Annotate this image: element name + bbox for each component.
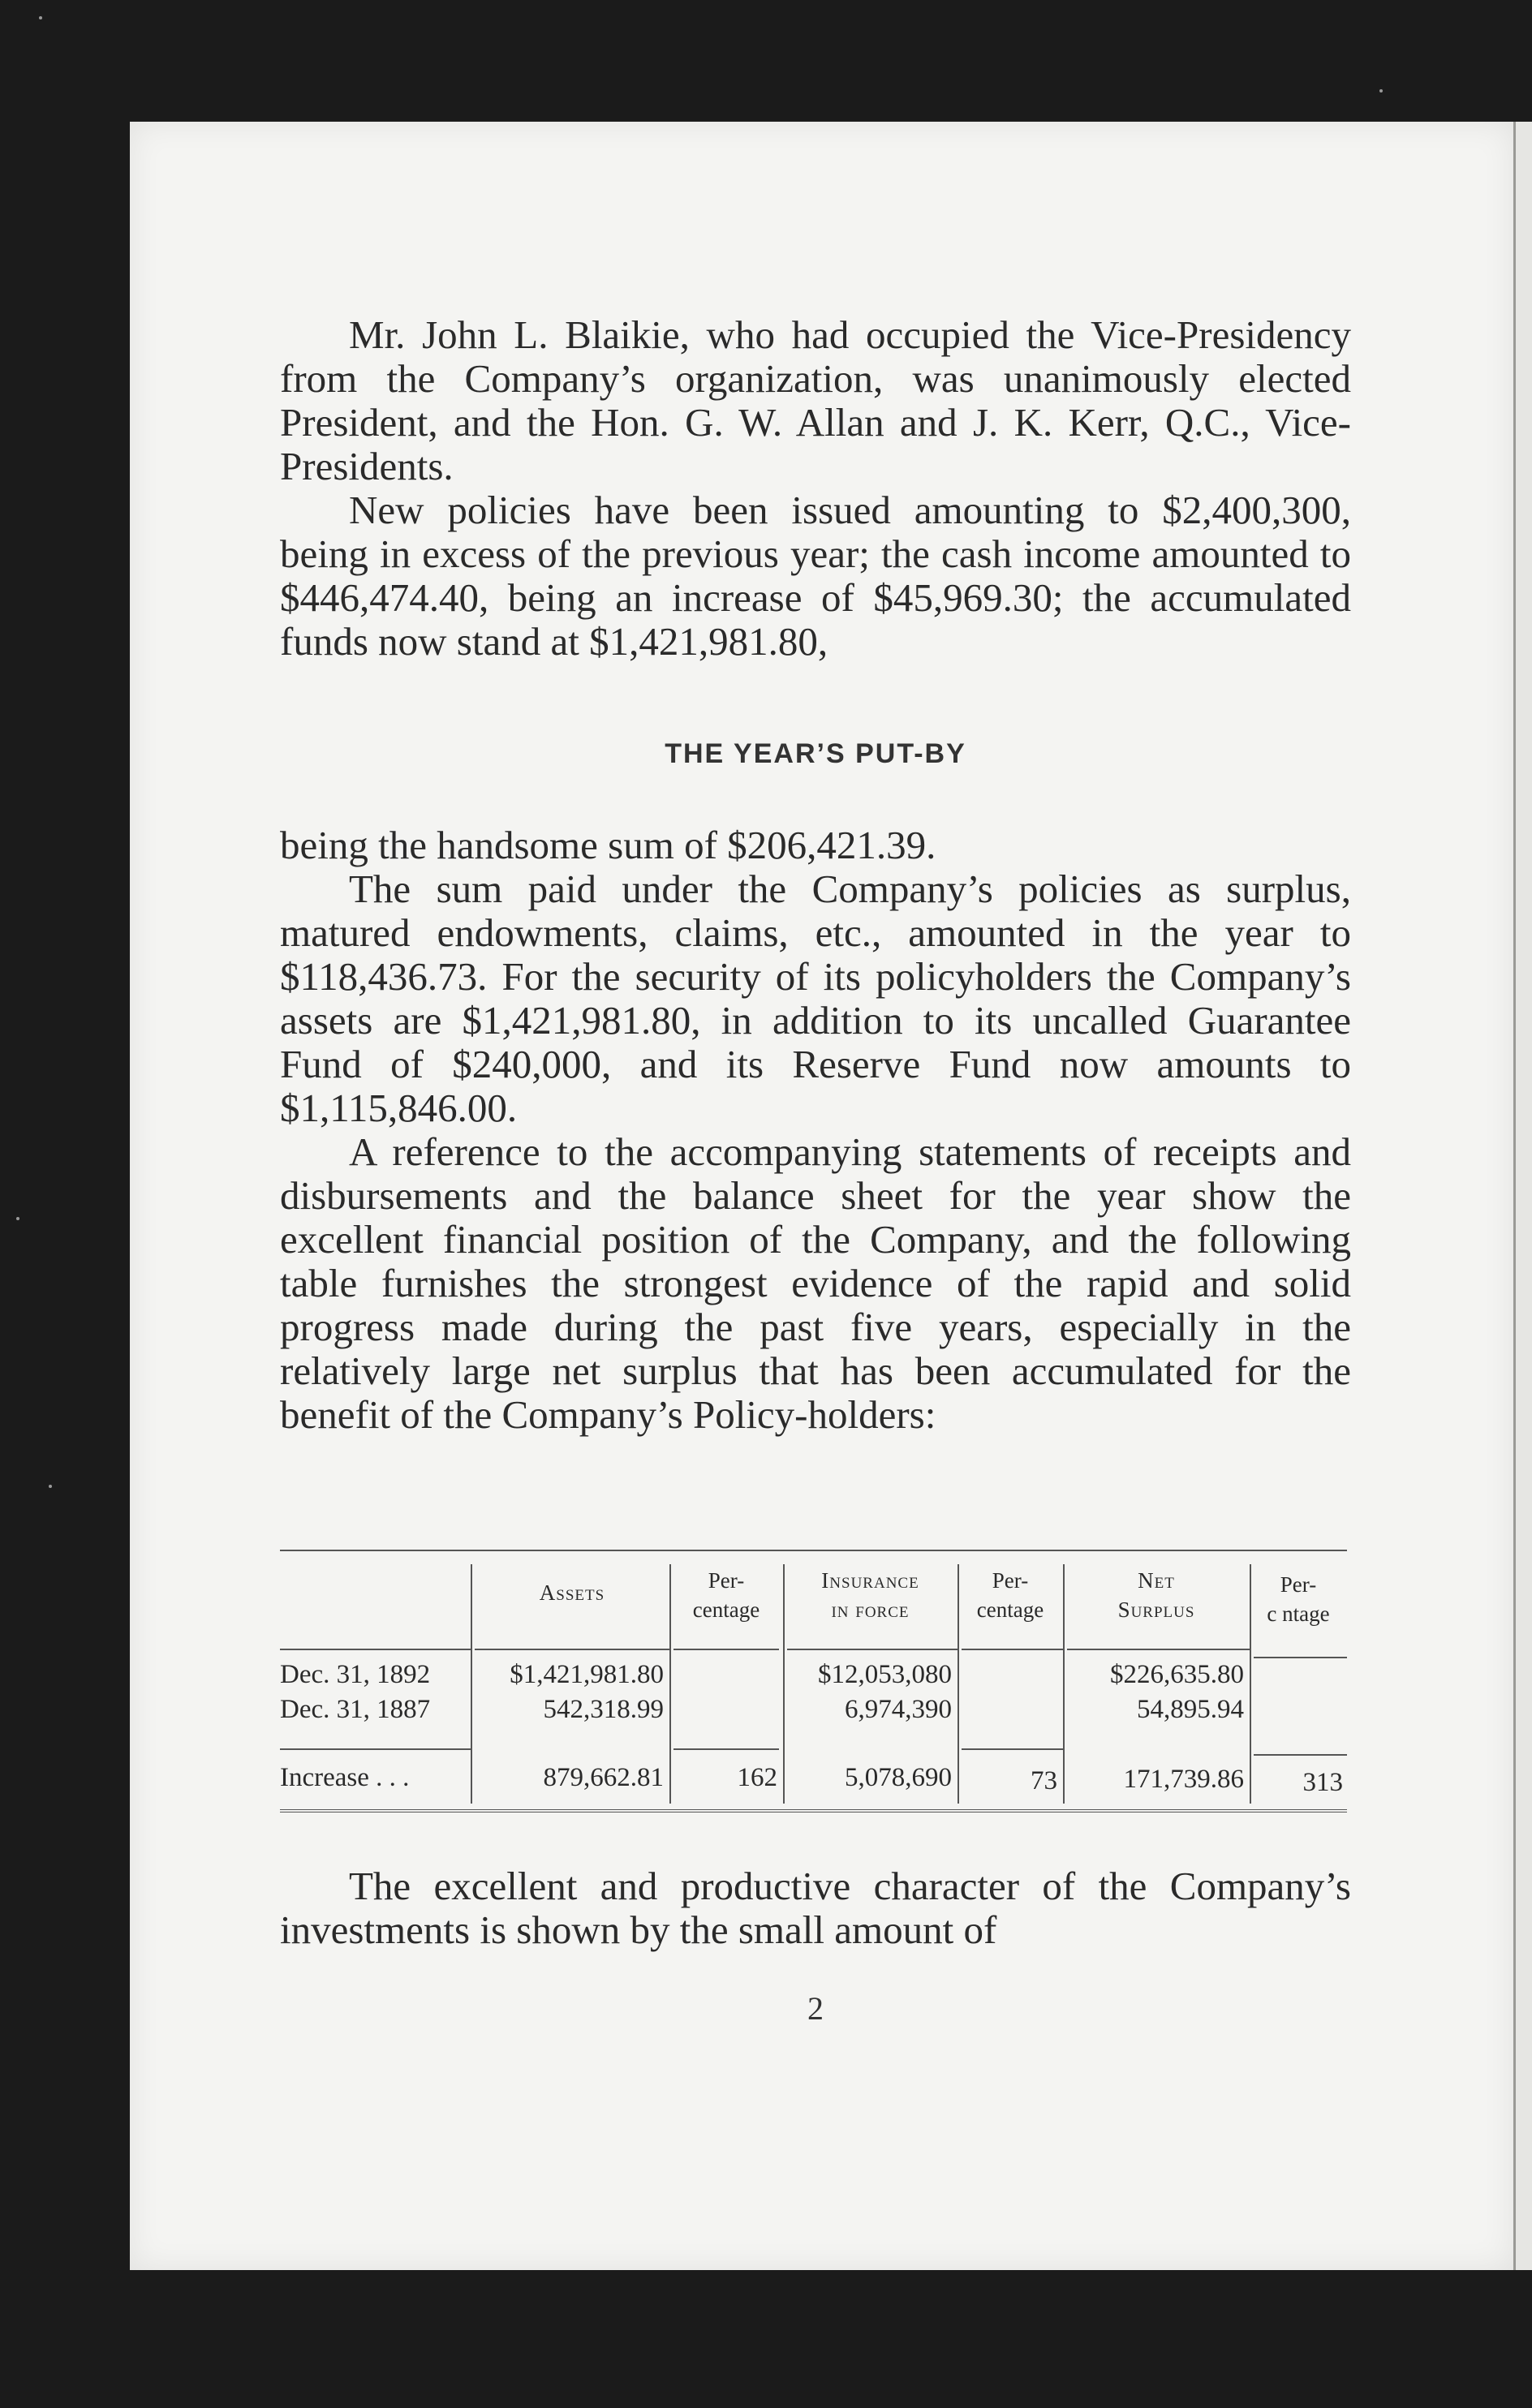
cell-surplus-1887: 54,895.94 bbox=[1137, 1695, 1244, 1724]
table-bottom-rule bbox=[280, 1809, 1347, 1812]
cell-insurance-increase: 5,078,690 bbox=[845, 1763, 952, 1792]
cell-assets-1887: 542,318.99 bbox=[543, 1695, 664, 1724]
paragraph-new-policies: New policies have been issued amounting to $2,400,300, being in excess of the previous year; the cash income amounted to $446,474.40, being an increase of $45,969.30; the accumulated funds now stand at $1,421,981.80, bbox=[280, 488, 1351, 664]
cell-assets-percentage: 162 bbox=[737, 1763, 777, 1792]
header-assets-percentage: Per- centage bbox=[692, 1568, 760, 1622]
paragraph-reference: A reference to the accompanying statements of receipts and disbursements and the balance sheet for the year show the excellent financial position of the Company, and the following table furnishes the strongest evidence of the rapid and solid progress made during the past five years, especially in the relatively large net surplus that has been accumulated for the benefit of the Company’s Policy-holders: bbox=[280, 1129, 1351, 1437]
page-number: 2 bbox=[807, 1990, 824, 2027]
cell-insurance-1892: $12,053,080 bbox=[818, 1660, 952, 1689]
cell-surplus-percentage: 313 bbox=[1302, 1768, 1343, 1797]
table-top-rule bbox=[280, 1550, 1347, 1551]
cell-surplus-increase: 171,739.86 bbox=[1123, 1765, 1244, 1794]
header-insurance-percentage: Per- centage bbox=[976, 1568, 1044, 1622]
next-page-edge bbox=[1513, 122, 1532, 2270]
paragraph-investments: The excellent and productive character of the Company’s investments is shown by the small amount of bbox=[280, 1864, 1351, 1952]
row-label-increase: Increase . . . bbox=[280, 1763, 410, 1792]
section-heading: THE YEAR’S PUT-BY bbox=[665, 738, 966, 769]
paragraph-officers: Mr. John L. Blaikie, who had occupied the Vice-Presidency from the Company’s organization, was unanimously elected President, and the Hon. G. W. Allan and J. K. Kerr, Q.C., Vice-Presidents. bbox=[280, 312, 1351, 488]
header-assets: Assets bbox=[539, 1580, 605, 1605]
paragraph-surplus: The sum paid under the Company’s policies as surplus, matured endowments, claims, etc., amounted in the year to $118,436.73. For the security of its policyholders the Company’s assets are $1,421,981.80, in addition to its uncalled Guarantee Fund of $240,000, and its Reserve Fund now amounts to $1,115,846.00. bbox=[280, 866, 1351, 1130]
cell-insurance-percentage: 73 bbox=[1031, 1766, 1057, 1795]
body-text bbox=[280, 823, 1351, 1437]
cell-assets-increase: 879,662.81 bbox=[543, 1763, 664, 1792]
closing-text bbox=[280, 1864, 1351, 1952]
cell-assets-1892: $1,421,981.80 bbox=[510, 1660, 664, 1689]
row-label-1887: Dec. 31, 1887 bbox=[280, 1695, 431, 1724]
header-insurance: Insurance in force bbox=[821, 1568, 919, 1622]
progress-table bbox=[280, 1550, 1347, 1817]
header-net-surplus: Net Surplus bbox=[1117, 1568, 1195, 1622]
header-surplus-percentage: Per- c ntage bbox=[1267, 1572, 1330, 1626]
intro-text bbox=[280, 313, 1351, 664]
row-label-1892: Dec. 31, 1892 bbox=[280, 1660, 431, 1689]
cell-insurance-1887: 6,974,390 bbox=[845, 1695, 952, 1724]
cell-surplus-1892: $226,635.80 bbox=[1110, 1660, 1244, 1689]
paragraph-put-by: being the handsome sum of $206,421.39. bbox=[280, 823, 936, 867]
